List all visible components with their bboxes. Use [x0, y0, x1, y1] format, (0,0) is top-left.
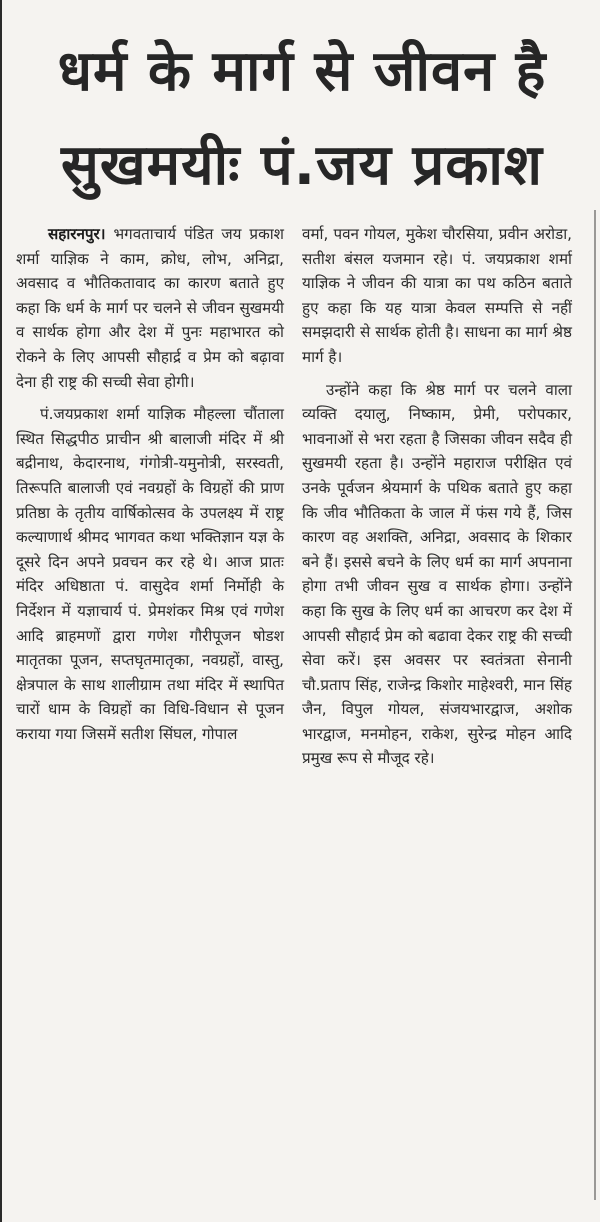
dateline: सहारनपुर। — [48, 225, 106, 243]
column-edge-divider — [594, 210, 596, 1200]
article-column-left — [16, 222, 284, 746]
paragraph-text: भगवताचार्य पंडित जय प्रकाश शर्मा याज्ञिक ने काम, क्रोध, लोभ, अनिद्रा, अवसाद व भौतिकतावाद का कारण बताते हुए कहा कि धर्म के मार्ग पर चलने से जीवन सुखमयी व सार्थक होगा और देश में पुनः महाभारत को रोकने के लिए आपसी सौहार्द्र व प्रेम को बढ़ावा देना ही राष्ट्र की सच्ची सेवा होगी। — [16, 225, 284, 391]
article-paragraph: वर्मा, पवन गोयल, मुकेश चौरसिया, प्रवीन अरोडा, सतीश बंसल यजमान रहे। पं. जयप्रकाश शर्मा याज्ञिक ने जीवन की यात्रा का पथ कठिन बताते हुए कहा कि यह यात्रा केवल सम्पत्ति से नहीं समझदारी से सार्थक होती है। साधना का मार्ग श्रेष्ठ मार्ग है। — [302, 225, 572, 366]
headline-line-2: सुखमयीः पं.जय प्रकाश — [60, 133, 543, 198]
article-paragraph: उन्होंने कहा कि श्रेष्ठ मार्ग पर चलने वाला व्यक्ति दयालु, निष्काम, प्रेमी, परोपकार, भावनाओं से भरा रहता है जिसका जीवन सदैव ही सुखमयी रहता है। उन्होंने महाराज परीक्षित एवं उनके पूर्वजन श्रेयमार्ग के पथिक बताते हुए कहा कि जीव भौतिकता के जाल में फंस गये हैं, जिस कारण वह अशक्ति, अनिद्रा, अवसाद के शिकार बने हैं। इससे बचने के लिए धर्म का मार्ग अपनाना होगा तभी जीवन सुख व सार्थक होगा। उन्होंने कहा कि सुख के लिए धर्म का आचरण कर देश में आपसी सौहार्द प्रेम को बढावा देकर राष्ट्र की सच्ची सेवा करें। इस अवसर पर स्वतंत्रता सेनानी चौ.प्रताप सिंह, राजेन्द्र किशोर माहेश्वरी, मान सिंह जैन, विपुल गोयल, संजयभारद्वाज, अशोक भारद्वाज, मनमोहन, राकेश, सुरेन्द्र मोहन आदि प्रमुख रूप से मौजूद रहे। — [302, 380, 572, 768]
headline — [12, 30, 592, 208]
article-column-right — [302, 222, 572, 771]
headline-line-1: धर्म के मार्ग से जीवन है — [57, 39, 547, 104]
article-paragraph: पं.जयप्रकाश शर्मा याज्ञिक मौहल्ला चौंताला स्थित सिद्धपीठ प्राचीन श्री बालाजी मंदिर में श्री बद्रीनाथ, केदारनाथ, गंगोत्री-यमुनोत्री, सरस्वती, तिरूपति बालाजी एवं नवग्रहों के विग्रहों की प्राण प्रतिष्ठा के तृतीय वार्षिकोत्सव के उपलक्ष्य में राष्ट्र कल्याणार्थ श्रीमद भागवत कथा भक्तिज्ञान यज्ञ के दूसरे दिन अपने प्रवचन कर रहे थे। आज प्रातः मंदिर अधिष्ठाता पं. वासुदेव शर्मा निर्मोही के निर्देशन में यज्ञाचार्य पं. प्रेमशंकर मिश्र एवं गणेश आदि ब्राहमणों द्वारा गणेश गौरीपूजन षोडश मातृतका पूजन, सप्तघृतमातृका, नवग्रहों, वास्तु, क्षेत्रपाल के साथ शालीग्राम तथा मंदिर में स्थापित चारों धाम के विग्रहों का विधि-विधान से पूजन कराया गया जिसमें सतीश सिंघल, गोपाल — [16, 405, 284, 743]
article-paragraph — [16, 222, 284, 394]
